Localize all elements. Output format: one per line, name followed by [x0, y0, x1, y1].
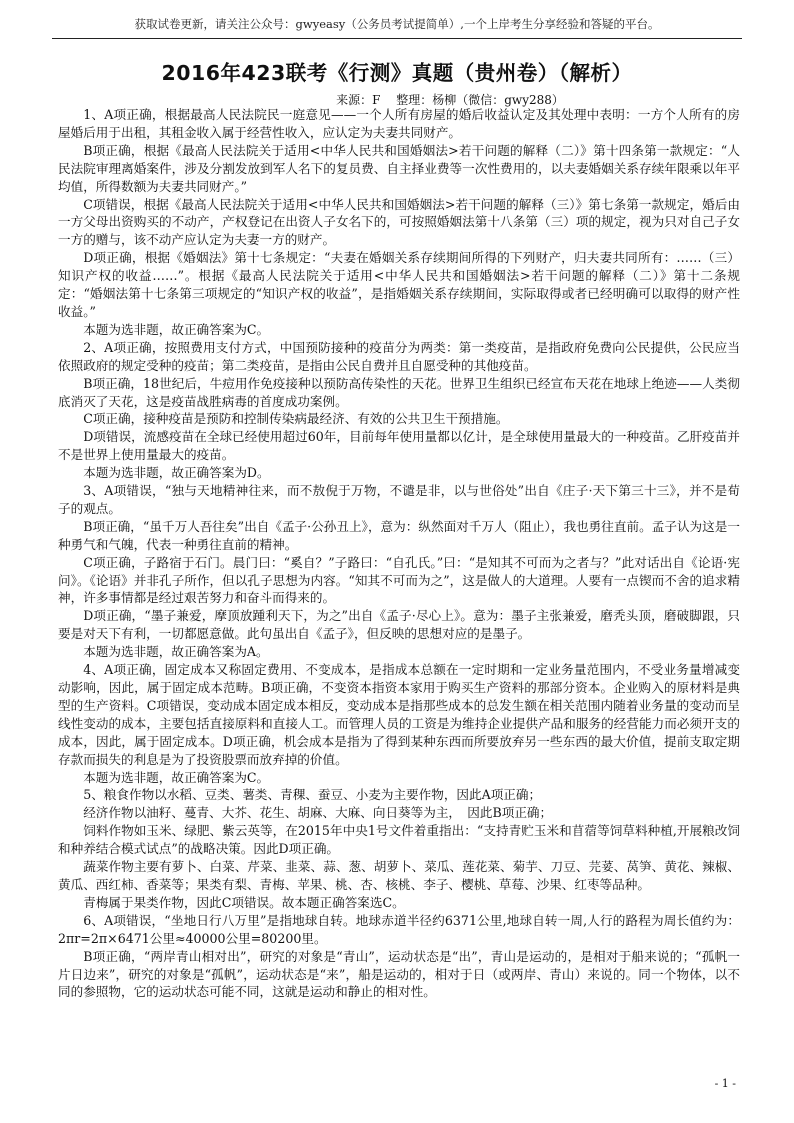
paragraph: 6、A项错误，“坐地日行八万里”是指地球自转。地球赤道半径约6371公里,地球自转一周,人行的路程为周长值约为：2πr=2π×6471公里≈40000公里=80200里。 [58, 912, 740, 946]
paragraph: 本题为选非题，故正确答案为C。 [83, 321, 270, 337]
paragraph: 蔬菜作物主要有萝卜、白菜、芹菜、韭菜、蒜、葱、胡萝卜、菜瓜、莲花菜、菊芋、刀豆、芫荽、莴笋、黄花、辣椒、黄瓜、西红柿、香菜等；果类有梨、青梅、苹果、桃、杏、核桃、李子、樱桃、草莓、沙果、红枣等品种。 [58, 859, 740, 892]
paragraph: B项正确，根据《最高人民法院关于适用<中华人民共和国婚姻法>若干问题的解释（二）》第十四条第一款规定：“人民法院审理离婚案件，涉及分割发放到军人名下的复员费、自主择业费等一次性费用的，以夫妻婚姻关系存续年限乘以年平均值，所得数额为夫妻共同财产。” [58, 142, 740, 194]
paragraph: 本题为选非题，故正确答案为C。 [83, 769, 270, 785]
source-line: 来源：F 整理：杨柳（微信：gwy288） [336, 93, 564, 107]
paragraph: 3、A项错误，“独与天地精神往来，而不敖倪于万物，不谴是非，以与世俗处”出自《庄子·天下第三十三》，并不是荀子的观点。 [58, 483, 740, 516]
paragraph: C项正确，接种疫苗是预防和控制传染病最经济、有效的公共卫生干预措施。 [83, 411, 509, 427]
paragraph: 饲料作物如玉米、绿肥、紫云英等，在2015年中央1号文件着重指出：“支持青贮玉米和苜蓿等饲草料种植,开展粮改饲和种养结合模式试点”的战略决策。因此D项正确。 [58, 823, 740, 857]
paragraph: D项正确，根据《婚姻法》第十七条规定：“夫妻在婚姻关系存续期间所得的下列财产，归夫妻共同所有：……（三）知识产权的收益……”。根据《最高人民法院关于适用<中华人民共和国婚姻法>若干问题的解释（二）》第十二条规定：“婚姻法第十七条第三项规定的“知识产权的收益”，是指婚姻关系存续期间，实际取得或者已经明确可以取得的财产性收益。” [58, 250, 740, 319]
header-note: 获取试卷更新，请关注公众号：gwyeasy（公务员考试提简单）,一个上岸考生分享经验和答疑的平台。 [134, 17, 660, 31]
paragraph: D项正确，“墨子兼爱，摩顶放踵利天下，为之”出自《孟子·尽心上》。意为：墨子主张兼爱，磨秃头顶，磨破脚跟，只要是对天下有利，一切都愿意做。此句虽出自《孟子》，但反映的思想对应的是墨子。 [58, 608, 740, 642]
document-title: 2016年423联考《行测》真题（贵州卷）（解析） [161, 61, 633, 85]
paragraph: C项错误，根据《最高人民法院关于适用<中华人民共和国婚姻法>若干问题的解释（三）》第七条第一款规定，婚后由一方父母出资购买的不动产，产权登记在出资人子女名下的，可按照婚姻法第十八条第（三）项的规定，视为只对自己子女一方的赠与，该不动产应认定为夫妻一方的财产。 [58, 196, 740, 248]
paragraph: 本题为选非题，故正确答案为A。 [83, 644, 269, 660]
page-number: - 1 - [714, 1077, 736, 1090]
paragraph: D项错误，流感疫苗在全球已经使用超过60年，目前每年使用量都以亿计，是全球使用量最大的一种疫苗。乙肝疫苗并不是世界上使用量最大的疫苗。 [58, 429, 740, 463]
header-divider [52, 38, 742, 39]
document-body [58, 106, 740, 1001]
paragraph: 2、A项正确，按照费用支付方式，中国预防接种的疫苗分为两类：第一类疫苗，是指政府免费向公民提供，公民应当依照政府的规定受种的疫苗；第二类疫苗，是指由公民自费并且自愿受种的其他疫苗。 [58, 339, 740, 373]
paragraph: B项正确，“两岸青山相对出”，研究的对象是“青山”，运动状态是“出”，青山是运动的，是相对于船来说的；“孤帆一片日边来”，研究的对象是“孤帆”，运动状态是“来”，船是运动的，相对于日（或两岸、青山）来说的。同一个物体，以不同的参照物，它的运动状态可能不同，这就是运动和静止的相对性。 [58, 948, 740, 1000]
paragraph: 青梅属于果类作物，因此C项错误。故本题正确答案选C。 [83, 894, 405, 910]
paragraph: B项正确，18世纪后，牛痘用作免疫接种以预防高传染性的天花。世界卫生组织已经宣布天花在地球上绝迹——人类彻底消灭了天花，这是疫苗战胜病毒的首度成功案例。 [58, 375, 740, 409]
paragraph: 1、A项正确，根据最高人民法院民一庭意见——一个人所有房屋的婚后收益认定及其处理中表明：一方个人所有的房屋婚后用于出租，其租金收入属于经营性收入，应认定为夫妻共同财产。 [58, 107, 740, 140]
paragraph: C项正确，子路宿于石门。晨门曰：“奚自？”子路曰：“自孔氏。”曰：“是知其不可而为之者与？”此对话出自《论语·宪问》。《论语》并非孔子所作，但以孔子思想为内容。“知其不可而为之”，这是做人的大道理。人要有一点锲而不舍的追求精神，许多事情都是经过艰苦努力和奋斗而得来的。 [58, 554, 740, 606]
paragraph: B项正确，“虽千万人吾往矣”出自《孟子·公孙丑上》，意为：纵然面对千万人（阻止），我也勇往直前。孟子认为这是一种勇气和气魄，代表一种勇往直前的精神。 [58, 518, 740, 552]
paragraph: 本题为选非题，故正确答案为D。 [83, 465, 270, 481]
paragraph: 5、粮食作物以水稻、豆类、薯类、青稞、蚕豆、小麦为主要作物，因此A项正确； [83, 787, 542, 803]
paragraph: 经济作物以油籽、蔓青、大芥、花生、胡麻、大麻、向日葵等为主， 因此B项正确； [83, 805, 553, 821]
paragraph: 4、A项正确，固定成本又称固定费用、不变成本，是指成本总额在一定时期和一定业务量范围内，不受业务量增减变动影响，因此，属于固定成本范畴。B项正确，不变资本指资本家用于购买生产资料的那部分资本。企业购入的原材料是典型的生产资料。C项错误，变动成本固定成本相反，变动成本是指那些成本的总发生额在相关范围内随着业务量的变动而呈线性变动的成本，主要包括直接原料和直接人工。而管理人员的工资是为维持企业提供产品和服务的经营能力而必须开支的成本，因此，属于固定成本。D项正确，机会成本是指为了得到某种东西而所要放弃另一些东西的最大价值，提前支取定期存款而损失的利息是为了投资股票而放弃掉的价值。 [58, 662, 740, 767]
